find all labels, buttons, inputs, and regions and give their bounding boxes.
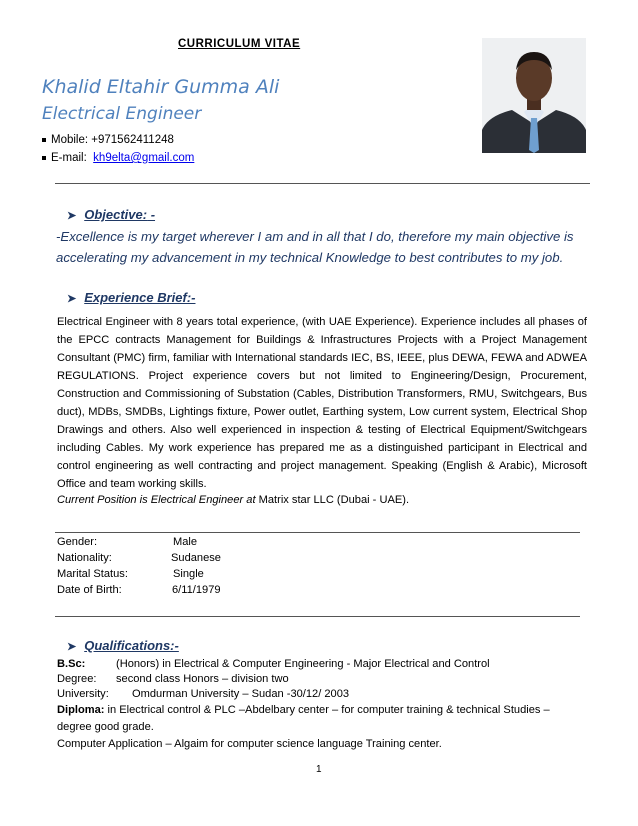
personal-label: Marital Status: xyxy=(57,568,128,580)
personal-value: Single xyxy=(173,568,204,580)
personal-value: 6/11/1979 xyxy=(172,584,221,596)
qualification-diploma xyxy=(57,704,587,716)
document-title: CURRICULUM VITAE xyxy=(178,38,301,50)
experience-heading xyxy=(67,290,195,305)
bsc-label: B.Sc: xyxy=(57,658,86,670)
arrow-bullet-icon: ➤ xyxy=(67,293,77,305)
personal-marital-status xyxy=(57,568,204,580)
email-label: E-mail: xyxy=(51,152,87,164)
email-line xyxy=(42,152,194,164)
current-position-label: Current Position is Electrical Engineer at xyxy=(57,494,256,506)
qualification-diploma-grade: degree good grade. xyxy=(57,721,154,733)
personal-label: Nationality: xyxy=(57,552,112,564)
bullet-icon xyxy=(42,156,46,160)
qualification-computer: Computer Application – Algaim for computer science language Training center. xyxy=(57,738,442,750)
diploma-text: in Electrical control & PLC –Abdelbary center – for computer training & technical Studies – xyxy=(104,704,550,716)
personal-label: Date of Birth: xyxy=(57,584,122,596)
objective-text: -Excellence is my target wherever I am and in all that I do, therefore my main objective is accelerating my advancement in my technical Knowledge to best contributes to my job. xyxy=(56,229,574,265)
current-position xyxy=(57,494,409,506)
degree-label: Degree: xyxy=(57,673,97,685)
personal-label: Gender: xyxy=(57,536,98,548)
candidate-role: Electrical Engineer xyxy=(42,104,202,124)
qualifications-heading-text: Qualifications:- xyxy=(84,638,179,653)
bsc-text: (Honors) in Electrical & Computer Engineering - Major Electrical and Control xyxy=(116,658,490,670)
email-link[interactable]: kh9elta@gmail.com xyxy=(93,152,195,164)
university-label: University: xyxy=(57,688,109,700)
qualification-bsc xyxy=(57,658,490,670)
personal-gender xyxy=(57,536,198,548)
personal-value: Male xyxy=(173,536,198,548)
candidate-name: Khalid Eltahir Gumma Ali xyxy=(42,76,280,98)
qualification-degree xyxy=(57,673,289,685)
objective-heading-text: Objective: xyxy=(84,207,148,222)
divider xyxy=(55,532,580,533)
objective-heading xyxy=(67,207,155,222)
person-portrait-icon xyxy=(482,38,586,153)
divider xyxy=(55,183,590,184)
personal-value: Sudanese xyxy=(171,552,221,564)
arrow-bullet-icon: ➤ xyxy=(67,210,77,222)
arrow-bullet-icon: ➤ xyxy=(67,641,77,653)
personal-dob xyxy=(57,584,221,596)
current-company: Matrix star LLC (Dubai - UAE). xyxy=(255,494,410,506)
bullet-icon xyxy=(42,138,46,142)
experience-heading-text: Experience Brief:- xyxy=(84,290,196,305)
profile-photo xyxy=(482,38,586,153)
degree-text: second class Honors – division two xyxy=(116,673,289,685)
mobile-line xyxy=(42,134,174,146)
diploma-label: Diploma: xyxy=(57,704,105,716)
divider xyxy=(55,616,580,617)
page-number: 1 xyxy=(316,764,322,775)
qualifications-heading xyxy=(67,638,179,653)
personal-nationality xyxy=(57,552,221,564)
university-text: Omdurman University – Sudan -30/12/ 2003 xyxy=(132,688,350,700)
experience-text: Electrical Engineer with 8 years total experience, (with UAE Experience). Experience includes all phases of the EPCC contracts Management for Buildings & Infrastructures Projects with a Project Management Consultant (PMC) firm, familiar with International standards IEC, BS, IEEE, plus DEWA, FEWA and ADWEA REGULATIONS. Project experience covers but not limited to Engineering/Design, Procurement, Construction and Commissioning of Substation (Cables, Distribution Transformers, RMU, Switchgears, Bus duct), MDBs, SMDBs, Lightings fixture, Power outlet, Earthing system, Low current system, Electrical Shop Drawings and others. Also well experienced in inspection & testing of Electrical Equipment/Switchgears including Cables. My work experience has prepared me as a distinguished participant in Electrical and control engineering as well contracting and project management. Speaking (English & Arabic), Microsoft Office and team working skills. xyxy=(57,316,587,490)
qualification-university xyxy=(57,688,350,700)
mobile-text: Mobile: +971562411248 xyxy=(51,134,174,146)
objective-heading-suffix: - xyxy=(147,207,156,222)
